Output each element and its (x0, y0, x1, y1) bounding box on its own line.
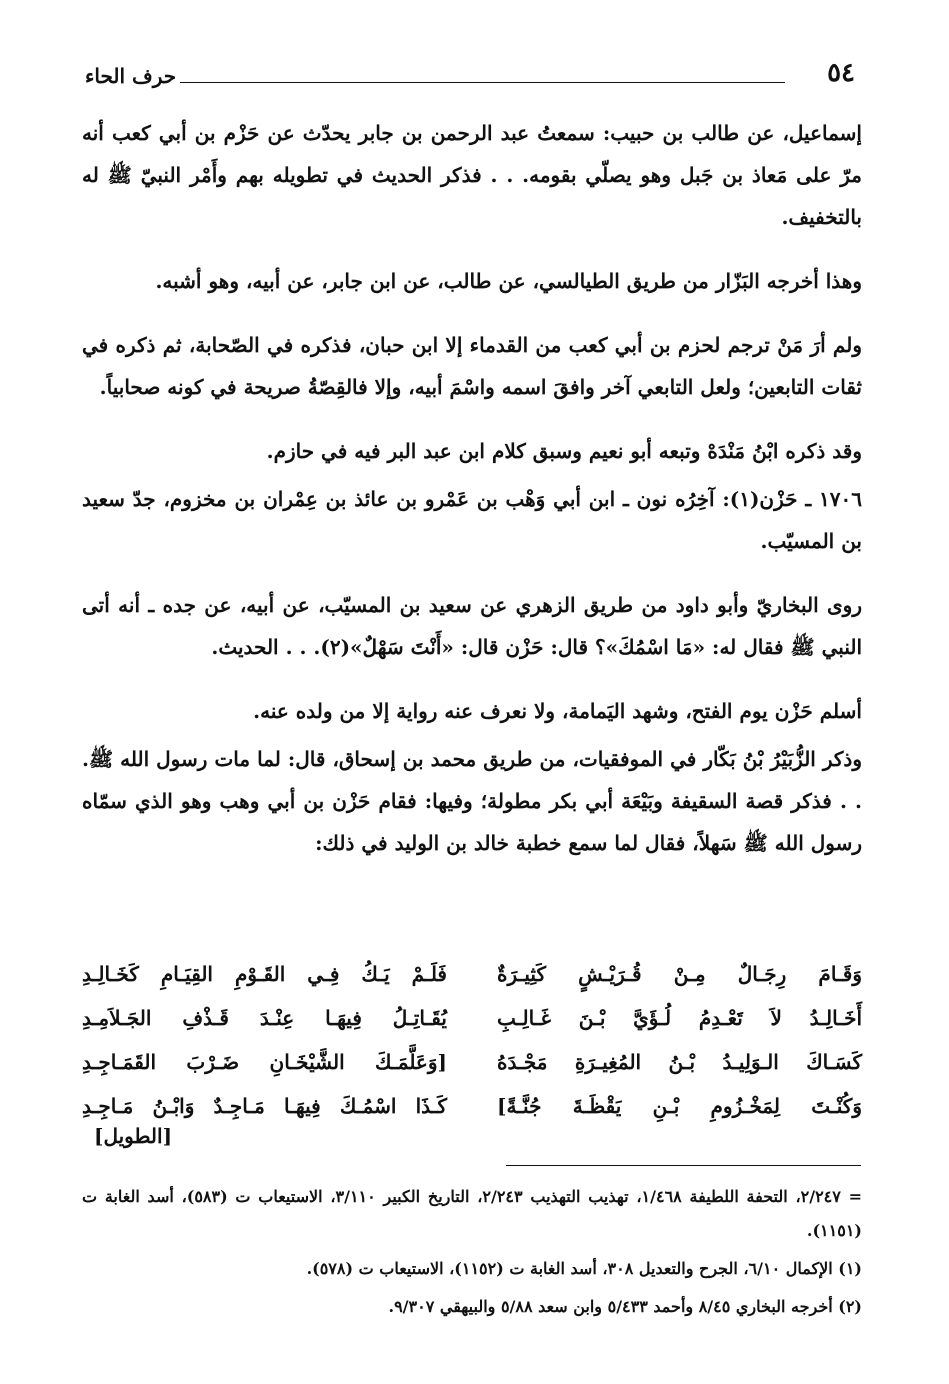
page-number: ٥٤ (827, 58, 855, 88)
footnotes (82, 1180, 862, 1328)
verse (82, 996, 862, 1040)
header-rule (180, 82, 785, 83)
main-text (82, 112, 862, 886)
paragraph-6: روى البخاريّ وأبو داود من طريق الزهري عن سعيد بن المسيّب، عن أبيه، عن جده ـ أنه أتى النبي ﷺ فقال له: «مَا اسْمُكَ»؟ قال: حَزْن قال: «أَنْتَ سَهْلٌ»(٢). . . الحديث. (82, 593, 862, 659)
verse-second-hemistich: فَلَـمْ يَـكُ فِـي القَـوْمِ القِيَـامِ كَخَـالِـدِ (82, 962, 447, 986)
verse-first-hemistich: وَكُنْـتَ لِمَخْـزُومِ بْـنِ يَقْظَـةَ جُنَّـةً] (497, 1094, 862, 1118)
verse (82, 1040, 862, 1084)
verse-second-hemistich: يُقَـاتِـلُ فِيهَـا عِنْـدَ قَـذْفِ الجَـلاَمِـدِ (82, 1006, 447, 1030)
paragraph-1: إسماعيل، عن طالب بن حبيب: سمعتُ عبد الرحمن بن جابر يحدّث عن حَزْم بن أبي كعب أنه مرّ على مَعاذ بن جَبل وهو يصلّي بقومه. . . فذكر الحديث في تطويله بهم وأَمْر النبيّ ﷺ له بالتخفيف. (82, 121, 862, 229)
entry-1706: ١٧٠٦ ـ حَزْن(١): آخِرُه نون ـ ابن أبي وَهْب بن عَمْرو بن عائذ بن عِمْران بن مخزوم، جدّ سعيد بن المسيّب. (82, 487, 862, 553)
poem-meter: [الطويل] (94, 1124, 173, 1148)
verse-first-hemistich: أَخَـالِـدُ لاَ تَعْـدِمُ لُـؤَيَّ بْـنَ غَـالِـبِ (497, 1006, 862, 1030)
footnote-rule (506, 1165, 861, 1166)
footnote-continuation: = ٢/٢٤٧، التحفة اللطيفة ١/٤٦٨، تهذيب التهذيب ٢/٢٤٣، التاريخ الكبير ٣/١١٠، الاستيعاب ت (٥٨٣)، أسد الغابة ت (١١٥١). (82, 1187, 863, 1240)
page-header (85, 58, 855, 98)
paragraph-3: ولم أرَ مَنْ ترجم لحزم بن أبي كعب من القدماء إلا ابن حبان، فذكره في الصّحابة، ثم ذكره في ثقات التابعين؛ ولعل التابعي آخر وافقَ اسمه واسْمَ أبيه، وإلا فالقِصّةُ صريحة في كونه صحابياً. (82, 333, 862, 399)
running-title: حرف الحاء (85, 64, 177, 88)
paragraph-8: وذكر الزُّبَيْرُ بْنُ بَكّار في الموفقيات، من طريق محمد بن إسحاق، قال: لما مات رسول الله ﷺ. . . فذكر قصة السقيفة وبَيْعَة أبي بكر مطولة؛ وفيها: فقام حَزْن بن أبي وهب وهو الذي سمّاه رسول الله ﷺ سَهلاً، فقال لما سمع خطبة خالد بن الوليد في ذلك: (82, 747, 862, 855)
footnote-2: (٢) أخرجه البخاري ٨/٤٥ وأحمد ٥/٤٣٣ وابن سعد ٥/٨٨ والبيهقي ٩/٣٠٧. (388, 1297, 862, 1316)
paragraph-4: وقد ذكره ابْنُ مَنْدَهْ وتبعه أبو نعيم وسبق كلام ابن عبد البر فيه في حازم. (266, 439, 862, 463)
verse-second-hemistich: [وَعَلَّمَـكَ الشَّيْخَـانِ ضَـرْبَ القَمَـاجِـدِ (82, 1050, 447, 1074)
verse (82, 952, 862, 996)
verse (82, 1084, 862, 1128)
verse-first-hemistich: وَقَـامَ رِجَـالٌ مِـنْ قُـرَيْـشٍ كَثِيـرَةٌ (497, 962, 862, 986)
poem (82, 952, 862, 1128)
paragraph-2: وهذا أخرجه البَزّار من طريق الطيالسي، عن طالب، عن ابن جابر، عن أبيه، وهو أشبه. (155, 269, 862, 293)
verse-first-hemistich: كَسَـاكَ الـوَلِيـدُ بْـنُ المُغِيـرَةِ مَجْـدَهُ (497, 1050, 862, 1074)
verse-second-hemistich: كَـذَا اسْمُـكَ فِيهَـا مَـاجِـدٌ وَابْـنُ مَـاجِـدِ (82, 1094, 447, 1118)
paragraph-7: أسلم حَزْن يوم الفتح، وشهد اليَمامة، ولا نعرف عنه رواية إلا من ولده عنه. (253, 699, 862, 723)
footnote-1: (١) الإكمال ٦/١٠، الجرح والتعديل ٣٠٨، أسد الغابة ت (١١٥٢)، الاستيعاب ت (٥٧٨). (306, 1259, 862, 1278)
